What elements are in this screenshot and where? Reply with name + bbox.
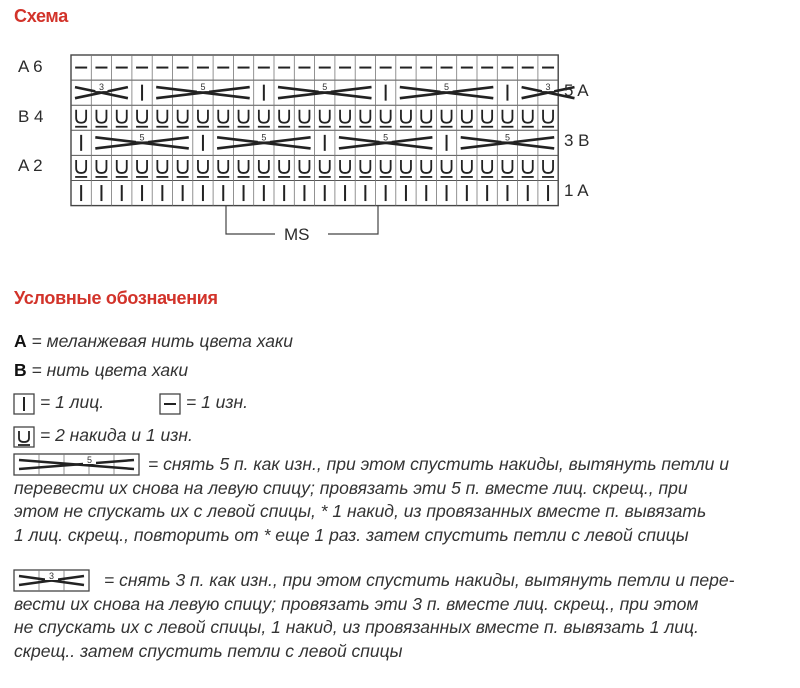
legend-cross5-count: 5 <box>86 455 93 465</box>
cross3-line-4: скрещ.. затем спустить петли с левой спицы <box>14 640 403 661</box>
row-labels-right <box>564 81 590 200</box>
row-label-b4: B 4 <box>18 107 44 126</box>
legend-b-text: = нить цвета хаки <box>26 360 189 380</box>
row-label-3b: 3 B <box>564 131 590 150</box>
cross-count-label: 5 <box>444 82 450 93</box>
legend-cross3-count: 3 <box>48 571 55 581</box>
cross5-line-3: этом не спускать их с левой спицы, * 1 накид, из провязанных вместе п. вывязать <box>14 501 707 521</box>
cross-count-label: 5 <box>261 132 267 143</box>
row-label-5a: 5 A <box>564 81 589 100</box>
cross-count-label: 5 <box>504 132 510 143</box>
knit-stitch-icon <box>13 393 35 415</box>
purl-stitch-icon <box>159 393 181 415</box>
ms-label: MS <box>284 225 310 244</box>
knitting-chart <box>0 0 800 250</box>
cross-count-label: 5 <box>200 82 206 93</box>
schema-title: Схема <box>14 6 68 26</box>
legend-b-key: B <box>14 360 27 380</box>
row-label-a6: A 6 <box>18 57 43 76</box>
cross-count-label: 5 <box>322 82 328 93</box>
legend-purl-text: = 1 изн. <box>186 392 249 412</box>
legend-b <box>14 359 188 382</box>
legend-cross5-description <box>14 453 794 547</box>
cross5-line-4: 1 лиц. скрещ., повторить от * еще 1 раз. затем спустить петли с левой спицы <box>14 524 689 545</box>
legend-cross3-description <box>14 569 794 663</box>
ms-bracket <box>226 205 378 244</box>
legend-a-text: = меланжевая нить цвета хаки <box>26 331 293 351</box>
row-labels-left <box>18 57 44 175</box>
cross-count-label: 3 <box>98 82 104 93</box>
legend-a <box>14 330 293 353</box>
row-label-a2: A 2 <box>18 156 43 175</box>
row-label-1a: 1 A <box>564 181 589 200</box>
cross3-line-1: = снять 3 п. как изн., при этом спустить накиды, вытянуть петли и пере- <box>104 570 735 590</box>
cross3-line-3: не спускать их с левой спицы, 1 накид, из провязанных вместе п. вывязать 1 лиц. <box>14 617 699 637</box>
legend-a-key: A <box>14 331 27 351</box>
legend-knit-text: = 1 лиц. <box>40 392 105 412</box>
legend-title: Условные обозначения <box>14 288 218 308</box>
cross5-line-1: = снять 5 п. как изн., при этом спустить накиды, вытянуть петли и <box>148 454 729 474</box>
yarn-over-purl-icon <box>13 426 35 448</box>
legend-yo-text: = 2 накида и 1 изн. <box>40 425 193 445</box>
cross5-line-2: перевести их снова на левую спицу; провязать эти 5 п. вместе лиц. скрещ., при <box>14 477 688 498</box>
cross-count-label: 3 <box>545 82 551 93</box>
cross-count-label: 5 <box>139 132 145 143</box>
cross3-line-2: вести их снова на левую спицу; провязать эти 3 п. вместе лиц. скрещ., при этом <box>14 593 699 614</box>
cross-count-label: 5 <box>383 132 389 143</box>
chart-grid <box>71 55 558 206</box>
